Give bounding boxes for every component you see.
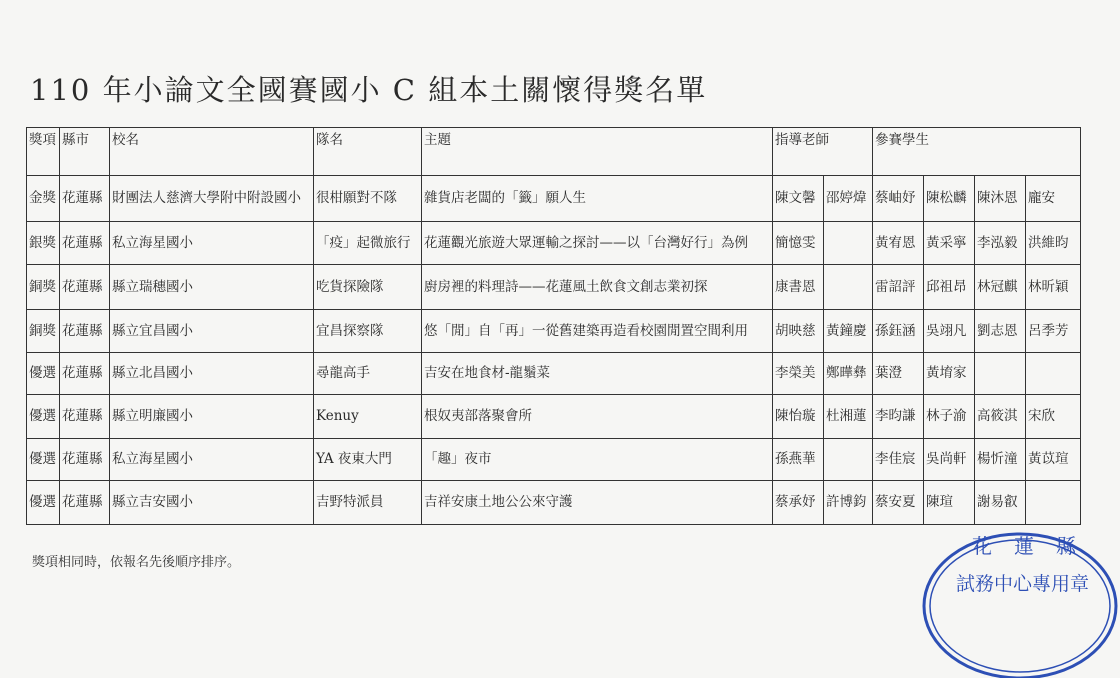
award-cell: 優選 xyxy=(27,481,60,525)
header-award: 獎項 xyxy=(27,128,60,176)
county-cell: 花蓮縣 xyxy=(60,176,110,222)
student-cell: 謝易叡 xyxy=(975,481,1026,525)
student-cell: 李昀謙 xyxy=(873,395,924,439)
student-cell xyxy=(1026,353,1081,395)
header-county: 縣市 xyxy=(60,128,110,176)
topic-cell: 吉安在地食材-龍鬚菜 xyxy=(422,353,773,395)
table-row xyxy=(27,265,1081,310)
student-cell: 陳瑄 xyxy=(924,481,975,525)
student-cell: 雷詔評 xyxy=(873,265,924,310)
header-row xyxy=(27,128,1081,176)
student-cell: 蔡岫妤 xyxy=(873,176,924,222)
school-cell: 縣立吉安國小 xyxy=(110,481,314,525)
school-cell: 私立海星國小 xyxy=(110,222,314,265)
seal-top-text: 花蓮縣 xyxy=(972,534,1098,558)
teacher-cell: 黃鐘慶 xyxy=(824,310,873,353)
student-cell: 黃苡瑄 xyxy=(1026,439,1081,481)
student-cell xyxy=(1026,481,1081,525)
school-cell: 縣立北昌國小 xyxy=(110,353,314,395)
student-cell: 黃堉家 xyxy=(924,353,975,395)
teacher-cell xyxy=(824,265,873,310)
school-cell: 縣立宜昌國小 xyxy=(110,310,314,353)
student-cell: 蔡安夏 xyxy=(873,481,924,525)
county-cell: 花蓮縣 xyxy=(60,353,110,395)
student-cell: 宋欣 xyxy=(1026,395,1081,439)
student-cell: 孫鈺涵 xyxy=(873,310,924,353)
teacher-cell: 杜湘蓮 xyxy=(824,395,873,439)
award-cell: 銅獎 xyxy=(27,310,60,353)
table-row xyxy=(27,481,1081,525)
award-table xyxy=(26,127,1081,525)
school-cell: 縣立瑞穗國小 xyxy=(110,265,314,310)
teacher-cell: 孫燕華 xyxy=(773,439,824,481)
topic-cell: 雜貨店老闆的「籤」願人生 xyxy=(422,176,773,222)
student-cell: 陳沐恩 xyxy=(975,176,1026,222)
topic-cell: 「趣」夜市 xyxy=(422,439,773,481)
team-cell: YA 夜東大門 xyxy=(314,439,422,481)
award-cell: 優選 xyxy=(27,439,60,481)
table-row xyxy=(27,222,1081,265)
student-cell: 龐安 xyxy=(1026,176,1081,222)
student-cell: 高筱淇 xyxy=(975,395,1026,439)
school-cell: 縣立明廉國小 xyxy=(110,395,314,439)
award-cell: 銀獎 xyxy=(27,222,60,265)
award-cell: 金獎 xyxy=(27,176,60,222)
topic-cell: 廚房裡的料理詩——花蓮風土飲食文創志業初探 xyxy=(422,265,773,310)
student-cell: 李泓毅 xyxy=(975,222,1026,265)
school-cell: 財團法人慈濟大學附中附設國小 xyxy=(110,176,314,222)
student-cell: 林昕穎 xyxy=(1026,265,1081,310)
student-cell: 李佳宸 xyxy=(873,439,924,481)
student-cell: 黃采寧 xyxy=(924,222,975,265)
header-teachers: 指導老師 xyxy=(773,128,873,176)
team-cell: 尋龍高手 xyxy=(314,353,422,395)
award-cell: 優選 xyxy=(27,353,60,395)
teacher-cell: 鄭曄彝 xyxy=(824,353,873,395)
county-cell: 花蓮縣 xyxy=(60,439,110,481)
team-cell: 宜昌探察隊 xyxy=(314,310,422,353)
topic-cell: 根奴夷部落聚會所 xyxy=(422,395,773,439)
teacher-cell: 許博鈞 xyxy=(824,481,873,525)
award-cell: 銅獎 xyxy=(27,265,60,310)
student-cell: 葉澄 xyxy=(873,353,924,395)
topic-cell: 吉祥安康土地公公來守護 xyxy=(422,481,773,525)
table-row xyxy=(27,176,1081,222)
teacher-cell: 陳文馨 xyxy=(773,176,824,222)
student-cell: 吳尚軒 xyxy=(924,439,975,481)
page-title: 110 年小論文全國賽國小 C 組本土關懷得獎名單 xyxy=(30,73,708,107)
teacher-cell: 簡憶雯 xyxy=(773,222,824,265)
teacher-cell: 蔡承妤 xyxy=(773,481,824,525)
table-row xyxy=(27,310,1081,353)
team-cell: 「疫」起微旅行 xyxy=(314,222,422,265)
student-cell: 吳翊凡 xyxy=(924,310,975,353)
footnote: 獎項相同時，依報名先後順序排序。 xyxy=(32,555,241,570)
student-cell: 林冠麒 xyxy=(975,265,1026,310)
teacher-cell xyxy=(824,439,873,481)
student-cell: 楊忻潼 xyxy=(975,439,1026,481)
school-cell: 私立海星國小 xyxy=(110,439,314,481)
seal-bottom-text: 試務中心專用章 xyxy=(956,573,1090,595)
teacher-cell: 胡映慈 xyxy=(773,310,824,353)
team-cell: Kenuy xyxy=(314,395,422,439)
team-cell: 吃貨探險隊 xyxy=(314,265,422,310)
teacher-cell: 陳怡璇 xyxy=(773,395,824,439)
header-topic: 主題 xyxy=(422,128,773,176)
student-cell: 邱祖昂 xyxy=(924,265,975,310)
student-cell: 黃宥恩 xyxy=(873,222,924,265)
table-row xyxy=(27,439,1081,481)
award-cell: 優選 xyxy=(27,395,60,439)
teacher-cell: 李榮美 xyxy=(773,353,824,395)
student-cell: 林子渝 xyxy=(924,395,975,439)
teacher-cell: 康書恩 xyxy=(773,265,824,310)
county-cell: 花蓮縣 xyxy=(60,395,110,439)
county-cell: 花蓮縣 xyxy=(60,222,110,265)
county-cell: 花蓮縣 xyxy=(60,265,110,310)
teacher-cell: 邵婷煒 xyxy=(824,176,873,222)
table-row xyxy=(27,353,1081,395)
student-cell xyxy=(975,353,1026,395)
table-row xyxy=(27,395,1081,439)
student-cell: 呂季芳 xyxy=(1026,310,1081,353)
header-students: 參賽學生 xyxy=(873,128,1081,176)
header-school: 校名 xyxy=(110,128,314,176)
teacher-cell xyxy=(824,222,873,265)
county-cell: 花蓮縣 xyxy=(60,481,110,525)
official-seal xyxy=(920,528,1120,678)
student-cell: 洪維昀 xyxy=(1026,222,1081,265)
header-team: 隊名 xyxy=(314,128,422,176)
topic-cell: 花蓮觀光旅遊大眾運輸之探討——以「台灣好行」為例 xyxy=(422,222,773,265)
team-cell: 很柑願對不隊 xyxy=(314,176,422,222)
topic-cell: 悠「閒」自「再」一從舊建築再造看校園閒置空間利用 xyxy=(422,310,773,353)
county-cell: 花蓮縣 xyxy=(60,310,110,353)
team-cell: 吉野特派員 xyxy=(314,481,422,525)
student-cell: 陳松麟 xyxy=(924,176,975,222)
student-cell: 劉志恩 xyxy=(975,310,1026,353)
